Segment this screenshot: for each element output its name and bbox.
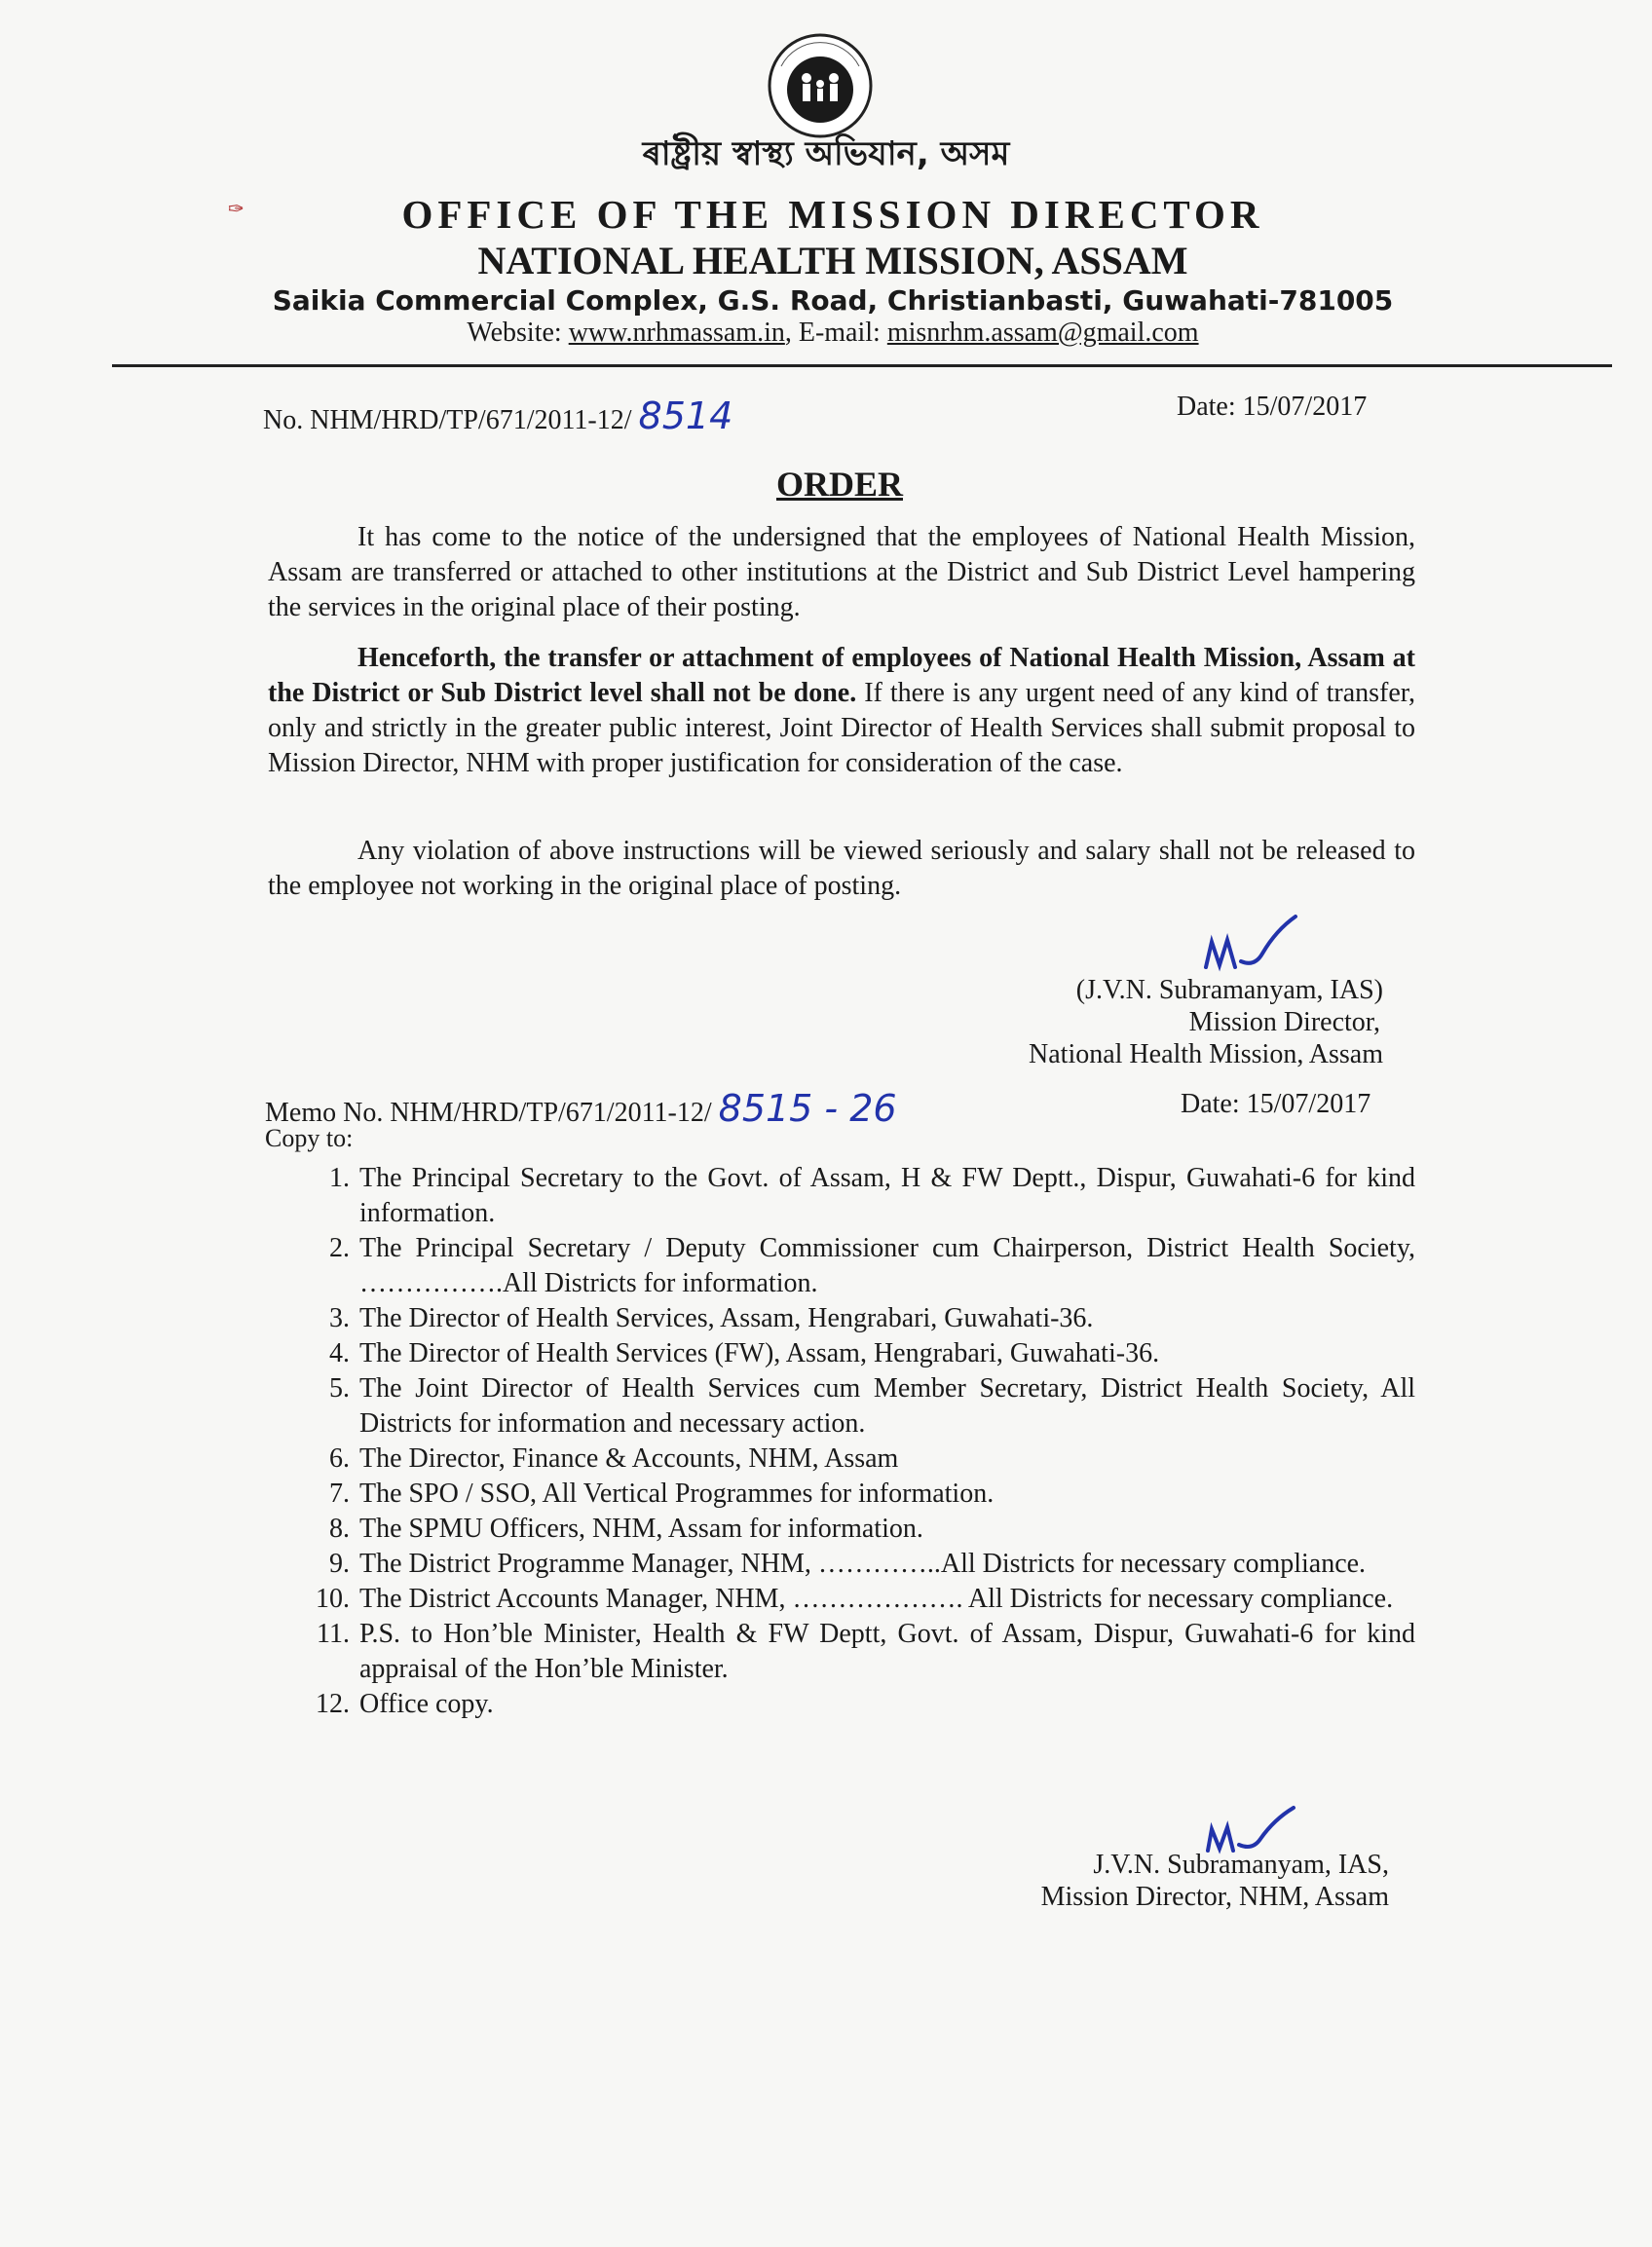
website-label: Website: (467, 318, 569, 348)
copy-list-item (268, 1512, 1415, 1547)
copy-list-item (268, 1687, 1415, 1722)
copy-to-label: Copy to: (265, 1124, 354, 1152)
signature-2-block (935, 1849, 1389, 1913)
copy-list-item (268, 1547, 1415, 1582)
office-heading: OFFICE OF THE MISSION DIRECTOR (401, 192, 1264, 237)
copy-list-number: 3. (329, 1303, 350, 1333)
signature-1-title: Mission Director, (1188, 1007, 1380, 1037)
copy-list-text: The Director of Health Services (FW), Assam, Hengrabari, Guwahati-36. (359, 1338, 1160, 1368)
copy-list-item (268, 1301, 1415, 1336)
copy-list-number: 8. (329, 1514, 350, 1544)
copy-list-number: 9. (329, 1549, 350, 1579)
copy-list-number: 12. (316, 1689, 350, 1719)
handwritten-memo-number: 8515 - 26 (718, 1087, 897, 1130)
copy-list-item (268, 1231, 1415, 1301)
email-label: , E-mail: (784, 318, 887, 348)
copy-list-text: P.S. to Hon’ble Minister, Health & FW Deptt, Govt. of Assam, Dispur, Guwahati-6 for kind appraisal of the Hon’ble Minister. (359, 1619, 1415, 1684)
copy-list-text: The Director, Finance & Accounts, NHM, Assam (359, 1443, 899, 1474)
signature-1-name: (J.V.N. Subramanyam, IAS) (1075, 975, 1383, 1005)
copy-list-number: 7. (329, 1479, 350, 1509)
bengali-title: ৰাষ্ট্ৰীয় স্বাস্থ্য অভিযান, অসম (642, 134, 1010, 173)
website-link[interactable]: www.nrhmassam.in (568, 318, 785, 348)
copy-list-text: Office copy. (359, 1689, 494, 1719)
copy-list-item (268, 1442, 1415, 1477)
paragraph-2 (268, 641, 1415, 781)
copy-list-number: 5. (329, 1373, 350, 1404)
address-line: Saikia Commercial Complex, G.S. Road, Christianbasti, Guwahati-781005 (272, 284, 1394, 317)
copy-list-number: 11. (317, 1619, 350, 1649)
paragraph-3: Any violation of above instructions will be viewed seriously and salary shall not be released to the employee not working in the original place of posting. (268, 836, 1415, 901)
copy-list-item (268, 1582, 1415, 1617)
copy-list-text: The SPO / SSO, All Vertical Programmes for information. (359, 1479, 995, 1509)
signature-2-title: Mission Director, NHM, Assam (1040, 1882, 1389, 1912)
contact-line (0, 318, 1652, 349)
order-date: Date: 15/07/2017 (1177, 392, 1368, 422)
order-number (263, 394, 732, 437)
copy-list-text: The SPMU Officers, NHM, Assam for information. (359, 1514, 923, 1544)
signature-1-mark (1198, 911, 1315, 979)
mission-heading: NATIONAL HEALTH MISSION, ASSAM (477, 239, 1188, 282)
copy-list-number: 1. (329, 1163, 350, 1193)
copy-list-text: The Principal Secretary to the Govt. of Assam, H & FW Deptt., Dispur, Guwahati-6 for kind information. (359, 1163, 1415, 1228)
copy-list (268, 1161, 1415, 1722)
paragraph-1: It has come to the notice of the undersigned that the employees of National Health Mission, Assam are transferred or attached to other institutions at the District and Sub District Level hampering the services in the original place of their posting. (268, 522, 1415, 622)
memo-number (265, 1087, 897, 1130)
paragraph-2-rest: If there is any urgent need of any kind of transfer, only and strictly in the greater public interest, Joint Director of Health Services shall submit proposal to Mission Director, NHM with proper justification for consideration of the case. (268, 678, 1415, 778)
nhm-logo-icon (762, 27, 879, 144)
copy-list-item (268, 1161, 1415, 1231)
copy-list-number: 6. (329, 1443, 350, 1474)
paragraph-2-bold: Henceforth, the transfer or attachment of employees of National Health Mission, Assam at the District or Sub District level shall not be done. (268, 643, 1415, 708)
copy-list-item (268, 1336, 1415, 1371)
copy-list-text: The Principal Secretary / Deputy Commissioner cum Chairperson, District Health Society, …………….All Districts for information. (359, 1233, 1415, 1298)
order-heading: ORDER (775, 465, 903, 504)
memo-date: Date: 15/07/2017 (1181, 1089, 1371, 1119)
memo-number-text: Memo No. NHM/HRD/TP/671/2011-12/ (265, 1098, 712, 1128)
copy-list-text: The District Programme Manager, NHM, …………..All Districts for necessary compliance. (359, 1549, 1367, 1579)
copy-list-text: The District Accounts Manager, NHM, ………………. All Districts for necessary compliance. (359, 1584, 1394, 1614)
email-link[interactable]: misnrhm.assam@gmail.com (886, 318, 1199, 348)
order-number-text: No. NHM/HRD/TP/671/2011-12/ (263, 405, 632, 435)
signature-2-name: J.V.N. Subramanyam, IAS, (1093, 1850, 1389, 1880)
copy-list-number: 2. (329, 1233, 350, 1263)
stray-mark-icon: ✑ (228, 199, 244, 220)
signature-1-block (974, 974, 1383, 1070)
copy-list-item (268, 1371, 1415, 1442)
copy-list-text: The Director of Health Services, Assam, Hengrabari, Guwahati-36. (359, 1303, 1094, 1333)
copy-list-item (268, 1617, 1415, 1687)
handwritten-order-number: 8514 (638, 394, 733, 437)
copy-list-text: The Joint Director of Health Services cum Member Secretary, District Health Society, All Districts for information and necessary action. (359, 1373, 1415, 1439)
header-divider (112, 364, 1612, 367)
signature-1-org: National Health Mission, Assam (1029, 1039, 1383, 1069)
copy-list-number: 4. (329, 1338, 350, 1368)
copy-list-number: 10. (316, 1584, 350, 1614)
copy-list-item (268, 1477, 1415, 1512)
